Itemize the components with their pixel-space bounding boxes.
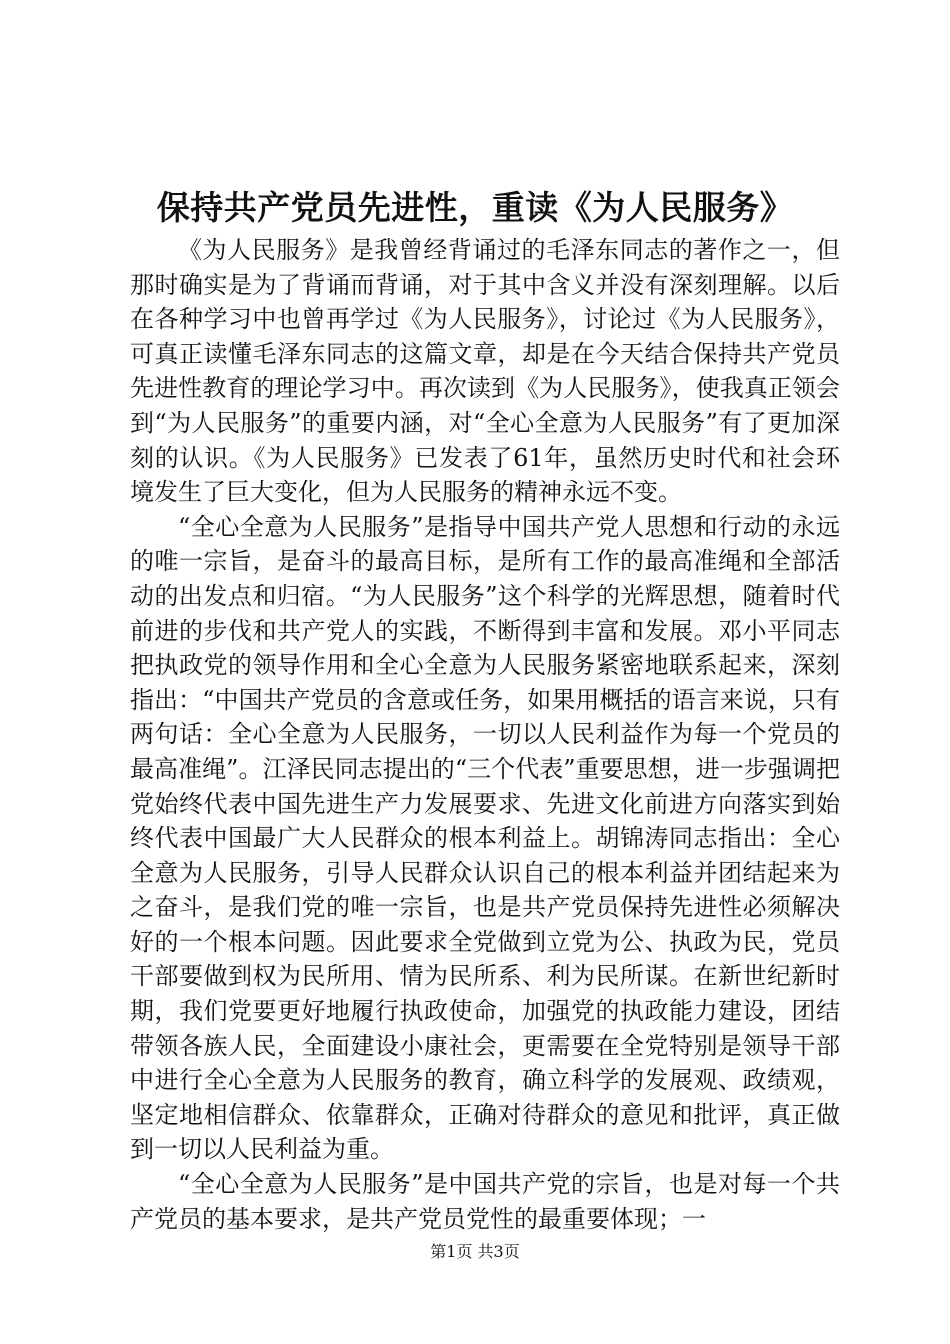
paragraph-3: “全心全意为人民服务”是中国共产党的宗旨，也是对每一个共产党员的基本要求，是共产党员党性的最重要体现；一 (130, 1170, 840, 1233)
page-number-footer: 第1页 共3页 (430, 1242, 520, 1261)
document-body (130, 233, 840, 1236)
paragraph-1: 《为人民服务》是我曾经背诵过的毛泽东同志的著作之一，但那时确实是为了背诵而背诵，对于其中含义并没有深刻理解。以后在各种学习中也曾再学过《为人民服务》，讨论过《为人民服务》，可真正读懂毛泽东同志的这篇文章，却是在今天结合保持共产党员先进性教育的理论学习中。再次读到《为人民服务》，使我真正领会到“为人民服务”的重要内涵，对“全心全意为人民服务”有了更加深刻的认识。《为人民服务》已发表了61年，虽然历史时代和社会环境发生了巨大变化，但为人民服务的精神永远不变。 (130, 236, 840, 507)
paragraph-2: “全心全意为人民服务”是指导中国共产党人思想和行动的永远的唯一宗旨，是奋斗的最高目标，是所有工作的最高准绳和全部活动的出发点和归宿。“为人民服务”这个科学的光辉思想，随着时代前进的步伐和共产党人的实践，不断得到丰富和发展。邓小平同志把执政党的领导作用和全心全意为人民服务紧密地联系起来，深刻指出：“中国共产党员的含意或任务，如果用概括的语言来说，只有两句话：全心全意为人民服务，一切以人民利益作为每一个党员的最高准绳”。江泽民同志提出的“三个代表”重要思想，进一步强调把党始终代表中国先进生产力发展要求、先进文化前进方向落实到始终代表中国最广大人民群众的根本利益上。胡锦涛同志指出：全心全意为人民服务，引导人民群众认识自己的根本利益并团结起来为之奋斗，是我们党的唯一宗旨，也是共产党员保持先进性必须解决好的一个根本问题。因此要求全党做到立党为公、执政为民，党员干部要做到权为民所用、情为民所系、利为民所谋。在新世纪新时期，我们党要更好地履行执政使命，加强党的执政能力建设，团结带领各族人民，全面建设小康社会，更需要在全党特别是领导干部中进行全心全意为人民服务的教育，确立科学的发展观、政绩观，坚定地相信群众、依靠群众，正确对待群众的意见和批评，真正做到一切以人民利益为重。 (130, 512, 840, 1164)
document-title: 保持共产党员先进性，重读《为人民服务》 (156, 188, 794, 227)
